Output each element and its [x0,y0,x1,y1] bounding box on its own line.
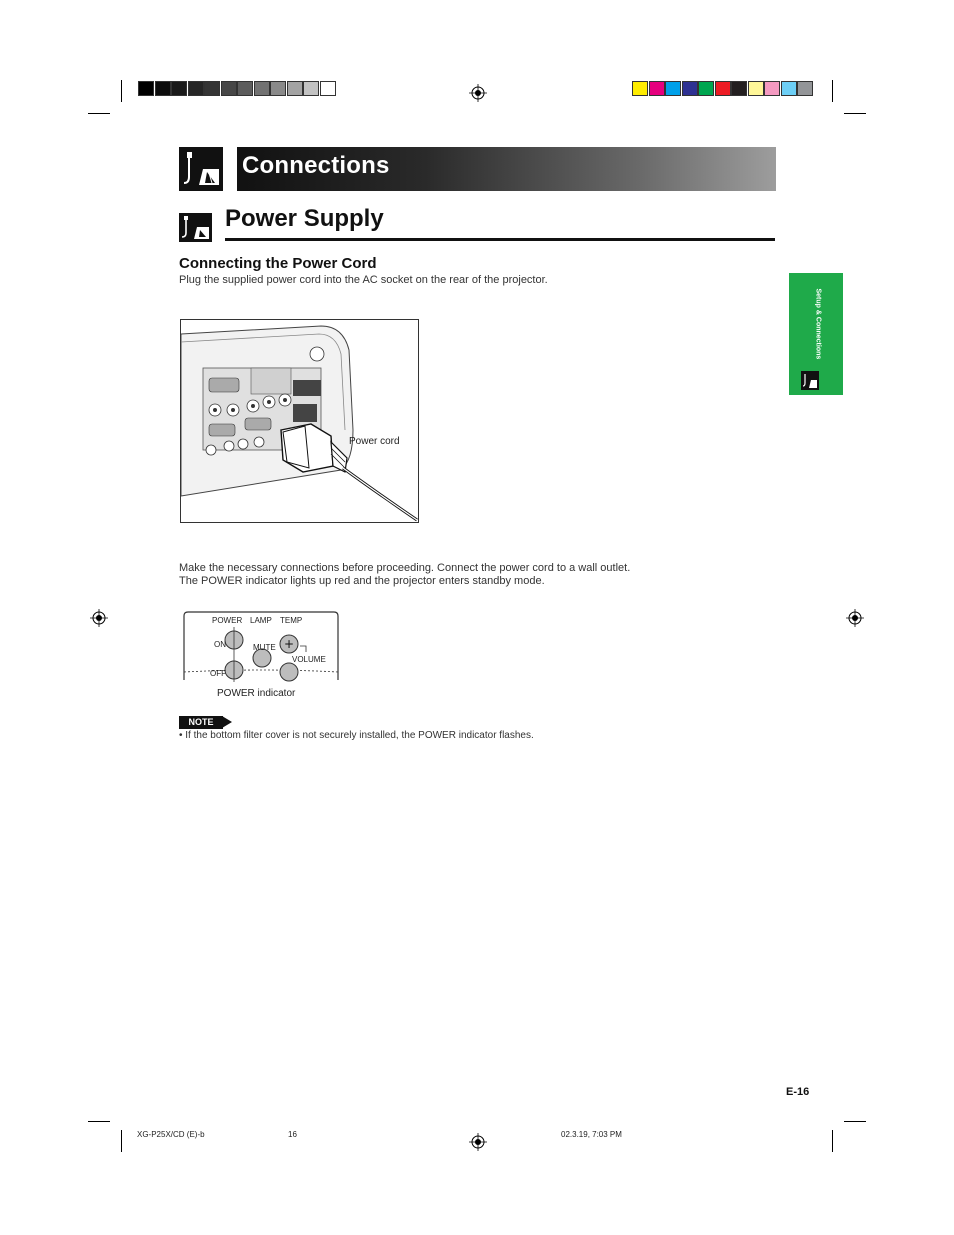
crop-mark [844,1121,866,1122]
power-cord-illustration [180,319,419,523]
registration-mark-icon [469,1133,487,1151]
crop-mark [832,1130,833,1152]
power-label: POWER [212,616,243,625]
calibration-swatch [781,81,797,96]
calibration-swatch [698,81,714,96]
calibration-swatch [155,81,171,96]
calibration-swatch [682,81,698,96]
footer-file: XG-P25X/CD (E)-b [137,1130,205,1139]
note-arrow-icon [222,716,232,728]
calibration-swatch [287,81,303,96]
footer-page: 16 [288,1130,297,1139]
chapter-title: Connections [242,152,390,179]
temp-label: TEMP [280,616,303,625]
svg-text:+: + [283,637,295,651]
footer-date: 02.3.19, 7:03 PM [561,1130,622,1139]
side-tab-icon [801,371,819,390]
subsection-title: Connecting the Power Cord [179,255,377,272]
page-number: E-16 [786,1086,810,1098]
body-text-line: Make the necessary connections before proceeding. Connect the power cord to a wall outlet. [179,562,631,574]
calibration-swatch [748,81,764,96]
section-divider [225,238,775,241]
mute-label: MUTE [253,643,276,652]
off-label: OFF [210,669,226,678]
calibration-swatch [731,81,747,96]
crop-mark [844,113,866,114]
registration-mark-icon [846,609,864,627]
note-badge: NOTE [179,716,223,729]
power-indicator-caption: POWER indicator [217,688,296,699]
control-panel-illustration [182,610,340,682]
calibration-swatch [797,81,813,96]
connections-chapter-icon [179,147,223,191]
note-text: • If the bottom filter cover is not securely installed, the POWER indicator flashes. [179,730,534,741]
calibration-swatch [665,81,681,96]
calibration-swatch [764,81,780,96]
registration-mark-icon [90,609,108,627]
calibration-swatch [715,81,731,96]
calibration-swatch [303,81,319,96]
calibration-swatch [204,81,220,96]
calibration-swatch [171,81,187,96]
calibration-swatch [632,81,648,96]
calibration-swatch [237,81,253,96]
calibration-swatch [221,81,237,96]
body-text-line: The POWER indicator lights up red and the projector enters standby mode. [179,575,545,587]
calibration-swatch [188,81,204,96]
volume-label: VOLUME [292,655,326,664]
calibration-swatch [270,81,286,96]
crop-mark [88,1121,110,1122]
calibration-swatch [649,81,665,96]
section-title: Power Supply [225,205,384,232]
power-supply-section-icon [179,213,212,242]
crop-mark [121,80,122,102]
crop-mark [88,113,110,114]
calibration-swatch [138,81,154,96]
lamp-label: LAMP [250,616,272,625]
intro-text: Plug the supplied power cord into the AC socket on the rear of the projector. [179,274,548,286]
calibration-swatch [254,81,270,96]
registration-mark-icon [469,84,487,102]
crop-mark [121,1130,122,1152]
power-cord-caption: Power cord [349,436,400,447]
calibration-swatch [320,81,336,96]
side-tab-label: Setup & Connections [814,288,822,360]
crop-mark [832,80,833,102]
on-label: ON [214,640,226,649]
